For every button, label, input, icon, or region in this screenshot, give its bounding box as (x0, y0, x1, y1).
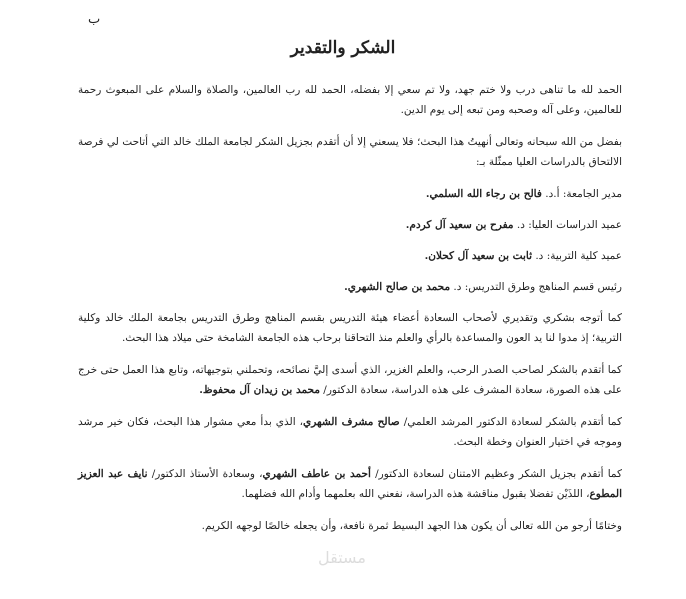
official-name: محمد بن صالح الشهري. (344, 281, 451, 293)
paragraph-examiners-thanks (78, 464, 622, 504)
official-graduate-dean (78, 215, 622, 235)
paragraph-university-thanks: بفضل من الله سبحانه وتعالى أنهيتُ هذا البحث؛ فلا يسعني إلا أن أتقدم بجزيل الشكر لجامعة الملك خالد التي أتاحت لي فرصة الالتحاق بالدراسات العليا ممثّلة بـ: (78, 136, 622, 168)
paragraph-supervisor-thanks (78, 360, 622, 400)
advisor-text-post: ، الذي بدأ معي مشوار هذا البحث، فكان خير مرشد وموجه في اختيار العنوان وخطة البحث. (78, 416, 622, 448)
official-education-dean (78, 246, 622, 266)
official-department-head (78, 277, 622, 297)
official-name: مفرح بن سعيد آل كردم. (405, 219, 514, 231)
official-role: عميد الدراسات العليا: د. (513, 219, 622, 231)
page-letter: ب (88, 12, 101, 27)
examiner-name-1: أحمد بن عاطف الشهري (262, 468, 371, 480)
official-role: مدير الجامعة: أ.د. (541, 188, 622, 200)
official-name: ثابت بن سعيد آل كحلان. (424, 250, 532, 262)
supervisor-name: محمد بن زيدان آل محفوظ. (199, 384, 320, 396)
supervisor-text: كما أتقدم بالشكر لصاحب الصدر الرحب، والعلم الغزير، الذي أسدى إليَّ نصائحه، وتحملني بتوجيهاته، وتابع هذا العمل حتى خرج على هذه الصورة، سعادة المشرف على هذه الدراسة، سعادة الدكتور/ (78, 364, 622, 396)
document-body (78, 80, 622, 548)
official-role: عميد كلية التربية: د. (532, 250, 622, 262)
paragraph-closing: وختامًا أرجو من الله تعالى أن يكون هذا الجهد البسيط ثمرة نافعة، وأن يجعله خالصًا لوجهه الكريم. (201, 520, 622, 532)
paragraph-praise: الحمد لله ما تناهى درب ولا ختم جهد، ولا تم سعي إلا بفضله، الحمد لله رب العالمين، والصلاة والسلام على المبعوث رحمة للعالمين، وعلى آله وصحبه ومن تبعه إلى يوم الدين. (78, 84, 622, 116)
advisor-text-pre: كما أتقدم بالشكر لسعادة الدكتور المرشد العلمي/ (399, 416, 622, 428)
official-role: رئيس قسم المناهج وطرق التدريس: د. (450, 281, 622, 293)
examiners-text-mid: ، وسعادة الأستاذ الدكتور/ (147, 468, 263, 480)
advisor-name: صالح مشرف الشهري (303, 416, 400, 428)
paragraph-faculty-thanks: كما أتوجه بشكري وتقديري لأصحاب السعادة أعضاء هيئة التدريس بقسم المناهج وطرق التدريس بجامعة الملك خالد وكلية التربية؛ إذ مدوا لنا يد العون والمساعدة بالرأي والعلم منذ التحاقنا برحاب هذه الجامعة الشامخة حتى ميلاد هذا البحث. (78, 312, 622, 344)
examiners-text-post: ، اللذَيْن تفضلا بقبول مناقشة هذه الدراسة، نفعني الله بعلمهما وأدام الله فضلهما. (241, 488, 590, 500)
official-rector (78, 184, 622, 204)
official-name: فالح بن رجاء الله السلمي. (425, 188, 542, 200)
examiners-text-pre: كما أتقدم بجزيل الشكر وعظيم الامتنان لسعادة الدكتور/ (370, 468, 622, 480)
examiner-name-2: نايف عبد العزيز المطوع (78, 468, 622, 500)
paragraph-advisor-thanks (78, 412, 622, 452)
watermark-logo: مستقل (318, 548, 366, 567)
page-title: الشكر والتقدير (290, 38, 396, 58)
